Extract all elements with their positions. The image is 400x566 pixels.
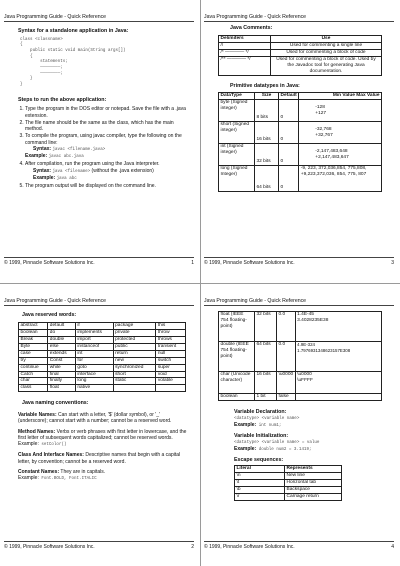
vertical-divider <box>200 0 201 566</box>
table-row: \t Horizontal tab <box>235 479 342 486</box>
page-3 <box>204 2 396 280</box>
table-row <box>19 322 186 329</box>
table-row: \r Carriage return <box>235 493 342 500</box>
step-5: 5. The program output will be displayed on the command line. <box>25 183 190 189</box>
reserved-word-cell: interface <box>75 371 113 378</box>
table-row <box>19 329 186 336</box>
comments-header-row: Delimiters Use <box>219 35 382 42</box>
table-row: // Used for commenting a single line <box>219 42 382 49</box>
step-4-example: Example: java abc <box>33 174 77 181</box>
page-number: 2 <box>191 544 194 550</box>
page-4 <box>204 286 396 564</box>
reserved-word-cell: extends <box>48 350 76 357</box>
reserved-word-cell: implements <box>75 329 113 336</box>
reserved-word-cell: Catch <box>19 371 48 378</box>
step-4-text: After compilation, run the program using the Java interpreter. <box>25 161 160 168</box>
float-datatypes-table <box>218 311 382 401</box>
reserved-word-cell: case <box>19 350 48 357</box>
table-row <box>19 357 186 364</box>
reserved-word-cell: this <box>156 322 186 329</box>
reserved-word-cell: char <box>19 378 48 385</box>
table-row <box>19 385 186 392</box>
reserved-word-cell: if <box>75 322 113 329</box>
reserved-word-cell: switch <box>156 357 186 364</box>
reserved-word-cell: default <box>48 322 76 329</box>
page-footer <box>4 257 194 266</box>
table-row: byte (Signed integer) 8 bits 0 -128 +127 <box>219 100 382 122</box>
initialization-example: Example: double num2 = 3.1419; <box>234 445 312 452</box>
table-row <box>19 364 186 371</box>
table-row: long (Signed Integer) 64 bits 0 -9, 223, 372,036,854, 775,808, +9,223,372,036, 854, 775, 807 <box>219 166 382 192</box>
page-header: Java Programming Guide - Quick Reference <box>4 14 194 22</box>
reserved-word-cell <box>113 385 156 392</box>
table-row <box>19 336 186 343</box>
constant-names: Constant Names: They are in capitals. Example: Font.BOLD, Font.ITALIC <box>18 468 106 482</box>
page-footer <box>204 257 394 266</box>
variable-names: Variable Names: Can start with a letter, '$' (dollar symbol), or '_' (underscore); cannot start with a number; cannot be a reserved word. <box>18 412 172 425</box>
primitive-heading: Primitive datatypes in Java: <box>230 82 300 89</box>
declaration-heading: Variable Declaration: <box>234 408 287 415</box>
reserved-words-table <box>18 322 186 393</box>
footer-copyright: © 1999, Pinnacle Software Solutions Inc. <box>4 544 95 550</box>
reserved-word-cell: return <box>113 350 156 357</box>
reserved-word-cell: class <box>19 385 48 392</box>
reserved-word-cell: else <box>48 343 76 350</box>
reserved-word-cell: double <box>48 336 76 343</box>
table-row: /* ———— */ Used for commenting a block of code <box>219 49 382 56</box>
reserved-word-cell: float <box>48 385 76 392</box>
comments-heading: Java Comments: <box>230 25 273 31</box>
table-row <box>19 343 186 350</box>
reserved-word-cell: synchronized <box>113 364 156 371</box>
table-row <box>19 378 186 385</box>
step-3-text: To compile the program, using javac compiler, type the following on the command line: <box>25 133 182 146</box>
reserved-word-cell: transient <box>156 343 186 350</box>
syntax-code: class <classname> { public static void main(String args[]) { statements; ————————; ————————; } } <box>20 37 126 87</box>
reserved-word-cell: Break <box>19 336 48 343</box>
table-row: boolean 1 bit false <box>219 394 382 401</box>
reserved-word-cell: package <box>113 322 156 329</box>
table-row: short (Signed integer) 16 bits 0 -32,768 +32,767 <box>219 122 382 144</box>
page-footer <box>4 541 194 550</box>
reserved-word-cell: while <box>48 364 76 371</box>
reserved-word-cell: import <box>75 336 113 343</box>
reserved-word-cell: long <box>75 378 113 385</box>
reserved-word-cell: do <box>48 329 76 336</box>
page-number: 4 <box>391 544 394 550</box>
reserved-word-cell: protected <box>113 336 156 343</box>
table-row: \n New line <box>235 472 342 479</box>
step-3-syntax: Syntax: javac <filename.java> <box>33 145 106 152</box>
method-names: Method Names: Verbs or verb phrases with first letter in lowercase, and the first letter of subsequent words capitalized; cannot be reserved words. Example: setColor() <box>18 428 187 448</box>
page-footer <box>204 541 394 550</box>
table-row: \b Backspace <box>235 486 342 493</box>
page-header: Java Programming Guide - Quick Reference <box>204 14 394 22</box>
declaration-example: Example: int num1; <box>234 421 282 428</box>
escape-sequences-table <box>234 465 342 501</box>
steps-heading: Steps to run the above application: <box>18 96 107 103</box>
comments-table <box>218 35 382 76</box>
reserved-word-cell: goto <box>75 364 113 371</box>
table-row <box>19 350 186 357</box>
table-row: double (IEEE 754 floating-point) 64 bits 0.0 4.9E-324 1.7976931348623157E308 <box>219 342 382 372</box>
reserved-word-cell: finally <box>48 378 76 385</box>
reserved-word-cell: Byte <box>19 343 48 350</box>
step-4 <box>25 161 190 182</box>
table-row <box>19 371 186 378</box>
step-3 <box>25 133 190 160</box>
page-number: 3 <box>391 260 394 266</box>
reserved-word-cell: Const <box>48 357 76 364</box>
naming-heading: Java naming conventions: <box>22 400 89 407</box>
reserved-word-cell: final <box>48 371 76 378</box>
reserved-word-cell: throws <box>156 336 186 343</box>
reserved-word-cell: void <box>156 371 186 378</box>
table-row: float (IEEE 754 floating-point) 32 bits 0.0 1.4E-45 3.4028235E38 <box>219 312 382 342</box>
reserved-word-cell <box>156 385 186 392</box>
syntax-heading: Syntax for a standalone application in Java: <box>18 28 129 34</box>
reserved-word-cell: static <box>113 378 156 385</box>
page-2 <box>4 286 196 564</box>
class-names: Class And Interface Names: Descriptive names that begin with a capital letter, by convention; cannot be a reserved word. <box>18 452 181 465</box>
footer-copyright: © 1999, Pinnacle Software Solutions Inc. <box>204 544 295 550</box>
reserved-heading: Java reserved words: <box>22 312 77 318</box>
reserved-word-cell: public <box>113 343 156 350</box>
primitive-table <box>218 92 382 192</box>
initialization-syntax: <datatype> <variable name> = value <box>234 440 320 445</box>
declaration-syntax: <datatype> <variable name> <box>234 416 300 421</box>
reserved-word-cell: throw <box>156 329 186 336</box>
reserved-word-cell: abstract <box>19 322 48 329</box>
reserved-word-cell: short <box>113 371 156 378</box>
footer-copyright: © 1999, Pinnacle Software Solutions Inc. <box>204 260 295 266</box>
reserved-word-cell: super <box>156 364 186 371</box>
escape-heading: Escape sequences: <box>234 457 284 464</box>
step-2: 2. The file name should be the same as the class, which has the main method. <box>25 120 190 133</box>
reserved-word-cell: for <box>75 357 113 364</box>
reserved-word-cell: volatile <box>156 378 186 385</box>
reserved-word-cell: native <box>75 385 113 392</box>
footer-copyright: © 1999, Pinnacle Software Solutions Inc. <box>4 260 95 266</box>
table-row: char (Unicode character) 16 bits \u0000 \u0000 \uFFFF <box>219 372 382 394</box>
reserved-word-cell: new <box>113 357 156 364</box>
page-header: Java Programming Guide - Quick Reference <box>204 298 394 306</box>
reserved-word-cell: boolean <box>19 329 48 336</box>
step-1: 1. Type the program in the DOS editor or notepad. Save the file with a .java extension. <box>25 106 190 119</box>
reserved-word-cell: int <box>75 350 113 357</box>
primitive-header-row: DataType Size Default Min Value Max Value <box>220 93 380 99</box>
page-1 <box>4 2 196 280</box>
page-number: 1 <box>191 260 194 266</box>
table-row: /** ———— */ Used for commenting a block of code. Used by the Javadoc tool for generating Java documentation. <box>219 56 382 75</box>
reserved-words-body <box>19 322 186 392</box>
page-header: Java Programming Guide - Quick Reference <box>4 298 194 306</box>
initialization-heading: Variable Initialization: <box>234 433 289 440</box>
reserved-word-cell: instanceof <box>75 343 113 350</box>
reserved-word-cell: try <box>19 357 48 364</box>
steps-list <box>18 106 190 189</box>
reserved-word-cell: continue <box>19 364 48 371</box>
reserved-word-cell: private <box>113 329 156 336</box>
table-row: int (Signed integer) 32 bits 0 -2,147,483,648 +2,147,483,647 <box>219 144 382 166</box>
step-3-example: Example: javac abc.java <box>25 153 84 160</box>
step-4-syntax: Syntax: java <filename> (without the .java extension) <box>33 167 154 174</box>
reserved-word-cell: null <box>156 350 186 357</box>
escape-header-row: Literal Represents <box>235 465 342 472</box>
